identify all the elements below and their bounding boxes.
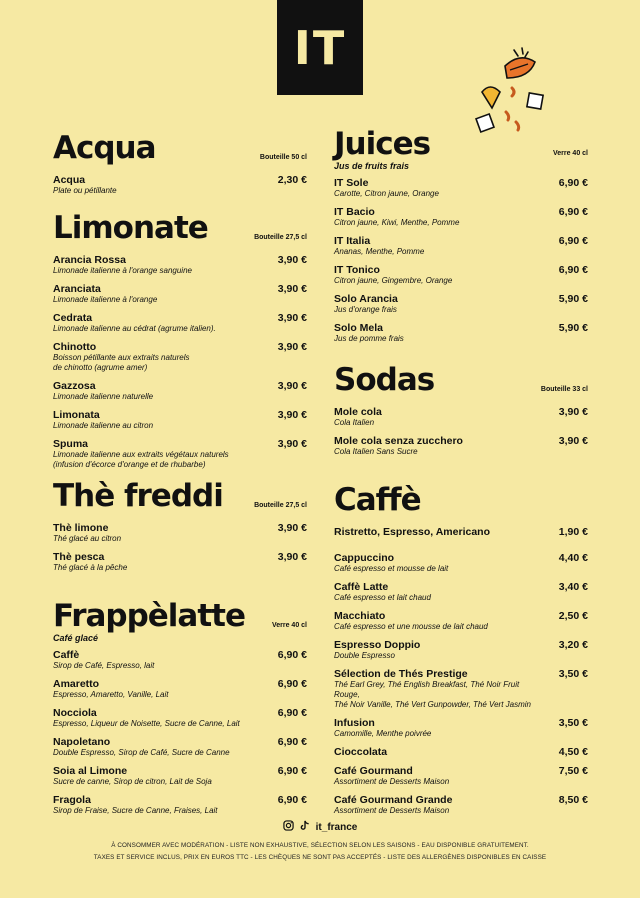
item-name: Caffè (53, 649, 80, 661)
item-description: Camomille, Menthe poivrée (334, 729, 432, 738)
section-unit: Bouteille 50 cl (259, 154, 307, 161)
menu-item (334, 717, 588, 739)
menu-item (53, 174, 307, 196)
menu-section (334, 360, 588, 457)
menu-item (334, 177, 588, 199)
section-header (53, 208, 307, 244)
item-description: Sirop de Fraise, Sucre de Canne, Fraises, Lait (53, 806, 218, 815)
section-header (334, 124, 588, 160)
item-price: 3,90 € (277, 522, 307, 534)
item-name: Espresso Doppio (334, 639, 421, 651)
item-description: Limonade italienne à l'orange (53, 295, 158, 304)
item-description: Café espresso et mousse de lait (334, 564, 449, 573)
item-price: 3,40 € (558, 581, 588, 593)
item-price: 3,90 € (277, 380, 307, 392)
menu-item (53, 380, 307, 402)
section-header (53, 128, 307, 164)
social-handle[interactable]: it_france (315, 821, 358, 833)
item-name: Mole cola senza zucchero (334, 435, 463, 447)
item-description: Carotte, Citron jaune, Orange (334, 189, 439, 198)
item-price: 3,90 € (277, 438, 307, 450)
item-price: 3,90 € (277, 283, 307, 295)
item-description: Plate ou pétillante (53, 186, 117, 195)
item-description: Double Espresso, Sirop de Café, Sucre de Canne (53, 748, 230, 757)
item-description: Thé Earl Grey, Thé English Breakfast, Thé Noir Fruit Rouge, Thé Noir Vanille, Thé Vert Gunpowder, Thé Vert Jasmin (334, 680, 531, 709)
menu-item (334, 746, 588, 758)
menu-item (53, 551, 307, 573)
brand-logo: IT (277, 0, 363, 95)
item-name: Cappuccino (334, 552, 395, 564)
item-description: Cola Italien (334, 418, 375, 427)
item-price: 2,50 € (558, 610, 588, 622)
footer-note-1: À CONSOMMER AVEC MODÉRATION - LISTE NON EXHAUSTIVE, SÉLECTION SELON LES SAISONS - EAU DISPONIBLE GRATUITEMENT. (111, 842, 529, 849)
section-header (334, 360, 588, 396)
menu-item (334, 235, 588, 257)
item-name: Mole cola (334, 406, 382, 418)
item-description: Café espresso et lait chaud (334, 593, 431, 602)
item-price: 6,90 € (277, 736, 307, 748)
item-description: Limonade italienne au cédrat (agrume italien). (53, 324, 216, 333)
menu-item (53, 765, 307, 787)
item-price: 3,90 € (277, 409, 307, 421)
menu-section (53, 596, 307, 816)
item-name: Acqua (53, 174, 86, 186)
item-name: Spuma (53, 438, 89, 450)
menu-item (334, 435, 588, 457)
item-price: 6,90 € (558, 206, 588, 218)
item-price: 6,90 € (277, 649, 307, 661)
item-price: 3,90 € (558, 406, 588, 418)
tiktok-icon[interactable] (300, 820, 310, 834)
footer-note-2: TAXES ET SERVICE INCLUS, PRIX EN EUROS TTC - LES CHÈQUES NE SONT PAS ACCEPTÉS - LISTE DES ALLERGÈNES DISPONIBLES EN CAISSE (93, 854, 547, 861)
item-name: Ristretto, Espresso, Americano (334, 526, 490, 538)
item-name: Gazzosa (53, 380, 96, 392)
item-name: Caffè Latte (334, 581, 389, 593)
menu-item (334, 639, 588, 661)
item-name: Sélection de Thés Prestige (334, 668, 468, 680)
item-price: 3,90 € (277, 551, 307, 563)
menu-item (334, 526, 588, 538)
item-price: 6,90 € (277, 678, 307, 690)
item-description: Limonade italienne naturelle (53, 392, 154, 401)
menu-item (334, 794, 588, 816)
item-price: 6,90 € (277, 794, 307, 806)
item-price: 3,50 € (558, 668, 588, 680)
item-name: IT Italia (334, 235, 371, 247)
item-price: 1,90 € (558, 526, 588, 538)
section-subtitle: Café glacé (53, 633, 99, 643)
menu-item (334, 765, 588, 787)
item-description: Limonade italienne aux extraits végétaux naturels (infusion d'écorce d'orange et de rhubarbe) (53, 450, 229, 469)
item-description: Sirop de Café, Espresso, lait (53, 661, 155, 670)
menu-item (334, 206, 588, 228)
menu-item (334, 264, 588, 286)
section-title: Limonate (53, 210, 208, 246)
menu-item (53, 283, 307, 305)
item-name: Arancia Rossa (53, 254, 126, 266)
menu-item (53, 736, 307, 758)
item-description: Thé glacé à la pêche (53, 563, 128, 572)
item-price: 4,40 € (558, 552, 588, 564)
section-subtitle: Jus de fruits frais (334, 161, 410, 171)
item-price: 3,20 € (558, 639, 588, 651)
menu-item (53, 522, 307, 544)
menu-section (53, 476, 307, 573)
item-name: Fragola (53, 794, 91, 806)
item-price: 3,90 € (277, 341, 307, 353)
item-description: Assortiment de Desserts Maison (334, 777, 450, 786)
menu-item (334, 581, 588, 603)
section-header (53, 596, 307, 632)
item-description: Cola Italien Sans Sucre (334, 447, 418, 456)
item-name: Solo Mela (334, 322, 384, 334)
item-name: Thè pesca (53, 551, 105, 563)
item-description: Assortiment de Desserts Maison (334, 806, 450, 815)
menu-item (53, 707, 307, 729)
section-header (334, 480, 588, 516)
item-description: Sucre de canne, Sirop de citron, Lait de Soja (53, 777, 212, 786)
item-name: Café Gourmand Grande (334, 794, 453, 806)
item-name: Infusion (334, 717, 375, 729)
social-links (0, 820, 640, 834)
item-price: 7,50 € (558, 765, 588, 777)
section-unit: Verre 40 cl (271, 622, 307, 629)
item-name: Nocciola (53, 707, 97, 719)
item-description: Boisson pétillante aux extraits naturels de chinotto (agrume amer) (53, 353, 190, 372)
item-description: Citron jaune, Gingembre, Orange (334, 276, 453, 285)
item-price: 5,90 € (558, 322, 588, 334)
section-unit: Bouteille 33 cl (540, 386, 588, 393)
section-unit: Bouteille 27,5 cl (254, 234, 307, 241)
item-name: IT Tonico (334, 264, 380, 276)
section-title: Frappèlatte (53, 598, 246, 634)
menu-item (53, 649, 307, 671)
item-name: Solo Arancia (334, 293, 398, 305)
menu-item (53, 794, 307, 816)
item-price: 3,50 € (558, 717, 588, 729)
item-name: IT Bacio (334, 206, 375, 218)
item-price: 3,90 € (277, 312, 307, 324)
item-name: Napoletano (53, 736, 111, 748)
menu-section (334, 124, 588, 344)
item-price: 3,90 € (558, 435, 588, 447)
item-name: Macchiato (334, 610, 386, 622)
item-price: 6,90 € (277, 707, 307, 719)
item-description: Ananas, Menthe, Pomme (334, 247, 425, 256)
menu-item (53, 438, 307, 470)
item-name: IT Sole (334, 177, 369, 189)
menu-item (334, 552, 588, 574)
instagram-icon[interactable] (283, 820, 294, 834)
item-price: 8,50 € (558, 794, 588, 806)
section-header (53, 476, 307, 512)
item-name: Aranciata (53, 283, 101, 295)
section-title: Acqua (53, 130, 156, 166)
menu-item (53, 409, 307, 431)
item-description: Limonade italienne au citron (53, 421, 154, 430)
item-description: Citron jaune, Kiwi, Menthe, Pomme (334, 218, 460, 227)
item-price: 6,90 € (558, 264, 588, 276)
menu-item (53, 678, 307, 700)
item-description: Espresso, Liqueur de Noisette, Sucre de Canne, Lait (53, 719, 240, 728)
item-description: Espresso, Amaretto, Vanille, Lait (53, 690, 169, 699)
menu-item (334, 668, 588, 710)
item-name: Soia al Limone (53, 765, 128, 777)
section-title: Juices (334, 126, 431, 162)
item-name: Café Gourmand (334, 765, 413, 777)
menu-item (53, 254, 307, 276)
menu-section (53, 128, 307, 196)
menu-item (53, 341, 307, 373)
menu-section (334, 480, 588, 816)
item-price: 3,90 € (277, 254, 307, 266)
section-unit: Bouteille 27,5 cl (254, 502, 307, 509)
menu-item (53, 312, 307, 334)
item-description: Jus d'orange frais (334, 305, 397, 314)
item-name: Cedrata (53, 312, 93, 324)
item-price: 6,90 € (277, 765, 307, 777)
item-name: Chinotto (53, 341, 97, 353)
item-description: Limonade italienne à l'orange sanguine (53, 266, 192, 275)
menu-item (334, 406, 588, 428)
item-price: 2,30 € (277, 174, 307, 186)
section-title: Sodas (334, 362, 435, 398)
section-unit: Verre 40 cl (552, 150, 588, 157)
item-price: 6,90 € (558, 177, 588, 189)
menu-item (334, 610, 588, 632)
item-description: Double Espresso (334, 651, 395, 660)
item-price: 6,90 € (558, 235, 588, 247)
menu-item (334, 293, 588, 315)
item-name: Limonata (53, 409, 100, 421)
section-title: Thè freddi (53, 478, 223, 514)
item-description: Thé glacé au citron (53, 534, 122, 543)
item-price: 4,50 € (558, 746, 588, 758)
item-name: Cioccolata (334, 746, 388, 758)
item-price: 5,90 € (558, 293, 588, 305)
menu-section (53, 208, 307, 470)
item-name: Amaretto (53, 678, 100, 690)
item-description: Café espresso et une mousse de lait chaud (334, 622, 488, 631)
section-title: Caffè (334, 482, 421, 518)
menu-item (334, 322, 588, 344)
item-description: Jus de pomme frais (334, 334, 404, 343)
item-name: Thè limone (53, 522, 109, 534)
